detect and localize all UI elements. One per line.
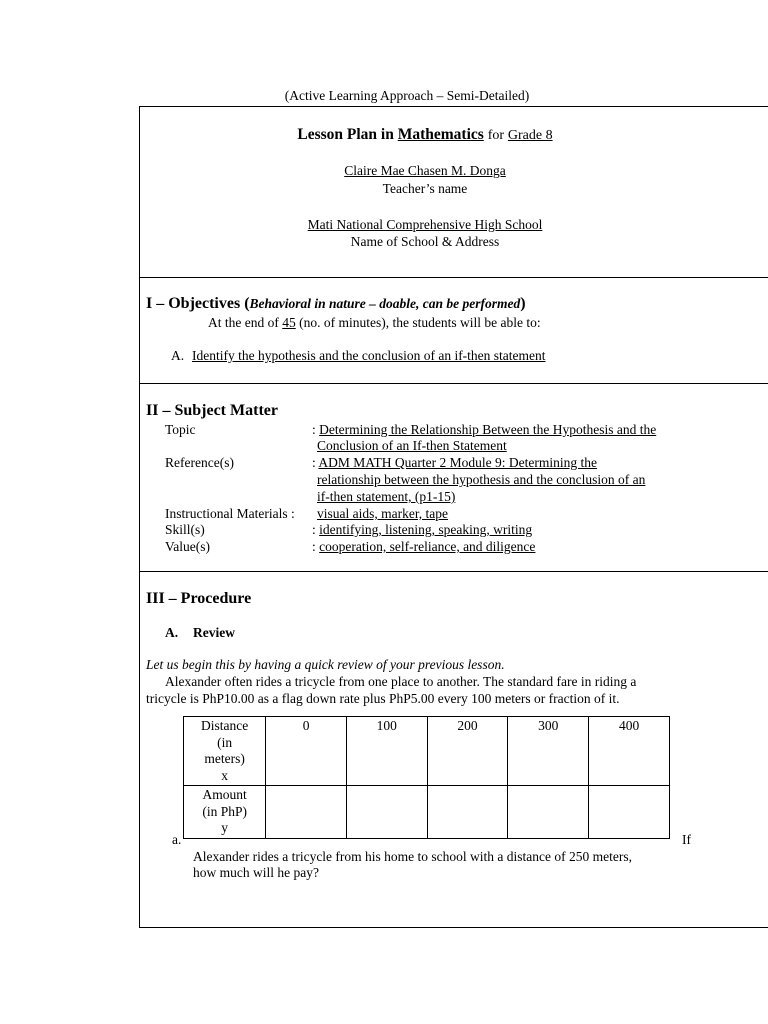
objectives-intro <box>208 315 541 332</box>
topic-line: Determining the Relationship Between the Hypothesis and the <box>319 422 657 437</box>
values-value <box>312 539 535 555</box>
objective-text: Identify the hypothesis and the conclusion of an if-then statement <box>192 348 546 363</box>
colon: : <box>312 455 316 470</box>
colon: : <box>312 522 316 537</box>
distance-cell: 300 <box>508 717 589 786</box>
amount-cell <box>589 786 670 839</box>
question-if: If <box>682 832 691 847</box>
cell-text: x <box>221 767 229 783</box>
distance-cell: 0 <box>266 717 347 786</box>
colon: : <box>312 539 316 554</box>
procedure-title: III – Procedure <box>146 590 252 607</box>
title-for: for <box>487 128 505 143</box>
review-paragraph-line: tricycle is PhP10.00 as a flag down rate plus PhP5.00 every 100 meters or fraction of it. <box>146 691 620 706</box>
question-line: Alexander rides a tricycle from his home to school with a distance of 250 meters, <box>193 849 632 864</box>
cell-text: Distance <box>201 718 249 733</box>
objectives-note: Behavioral in nature – doable, can be performed <box>249 296 521 311</box>
divider <box>139 383 768 384</box>
cell-text: (in PhP) <box>202 803 247 819</box>
grade: Grade 8 <box>507 128 553 143</box>
question-marker: a. <box>172 832 182 847</box>
skills-text: identifying, listening, speaking, writing <box>319 522 533 537</box>
minutes: 45 <box>282 315 296 330</box>
intro-pre: At the end of <box>208 315 279 330</box>
amount-cell <box>266 786 347 839</box>
teacher-label: Teacher’s name <box>382 181 468 196</box>
question-line: how much will he pay? <box>193 865 319 880</box>
reference-value <box>312 455 597 471</box>
materials-value: visual aids, marker, tape <box>317 506 449 521</box>
table-row <box>184 717 670 786</box>
values-text: cooperation, self-reliance, and diligence <box>319 539 536 554</box>
materials-label: Instructional Materials : <box>165 506 295 521</box>
objective-item <box>171 348 546 365</box>
review-marker: A. <box>165 625 179 640</box>
values-label: Value(s) <box>165 539 210 554</box>
objectives-heading <box>146 296 526 313</box>
amount-cell <box>427 786 508 839</box>
distance-cell: 100 <box>346 717 427 786</box>
subject-matter-heading <box>146 403 278 420</box>
cell-text: Amount <box>202 787 247 802</box>
amount-cell <box>508 786 589 839</box>
reference-line: ADM MATH Quarter 2 Module 9: Determining the <box>318 455 597 470</box>
colon: : <box>312 422 316 437</box>
subject-matter-title: II – Subject Matter <box>146 402 278 419</box>
amount-header-cell <box>184 786 266 839</box>
table-row <box>184 786 670 839</box>
approach-caption: (Active Learning Approach – Semi-Detailed) <box>284 88 530 103</box>
reference-line: if-then statement, (p1-15) <box>317 489 456 504</box>
reference-line: relationship between the hypothesis and the conclusion of an <box>317 472 646 487</box>
topic-value <box>312 422 656 438</box>
skills-value <box>312 522 532 538</box>
title-prefix: Lesson Plan in <box>297 126 394 143</box>
distance-header-cell <box>184 717 266 786</box>
distance-cell: 200 <box>427 717 508 786</box>
review-intro-text: Let us begin this by having a quick review of your previous lesson. <box>146 657 505 672</box>
procedure-heading <box>146 591 251 608</box>
reference-label: Reference(s) <box>165 455 234 470</box>
subject: Mathematics <box>397 126 484 143</box>
cell-text: y <box>221 820 229 835</box>
distance-cell: 400 <box>589 717 670 786</box>
review-title: Review <box>193 625 235 640</box>
lesson-plan-title <box>139 126 711 144</box>
review-paragraph-line: Alexander often rides a tricycle from one place to another. The standard fare in riding a <box>165 674 637 689</box>
divider <box>139 571 768 572</box>
objectives-close: ) <box>520 295 526 312</box>
intro-post: (no. of minutes), the students will be able to: <box>299 315 541 330</box>
objectives-title: I – Objectives ( <box>146 295 250 312</box>
divider <box>139 277 768 278</box>
school-label: Name of School & Address <box>350 234 500 249</box>
teacher-name: Claire Mae Chasen M. Donga <box>344 163 506 178</box>
review-intro <box>146 657 505 674</box>
cell-text: meters) <box>204 751 245 766</box>
topic-label: Topic <box>165 422 196 437</box>
fare-table <box>183 716 670 839</box>
school-name: Mati National Comprehensive High School <box>307 217 543 232</box>
review-heading <box>165 625 235 642</box>
topic-line: Conclusion of an If-then Statement <box>317 438 507 453</box>
objective-marker: A. <box>171 348 185 363</box>
cell-text: (in <box>217 734 233 750</box>
skills-label: Skill(s) <box>165 522 205 537</box>
amount-cell <box>346 786 427 839</box>
